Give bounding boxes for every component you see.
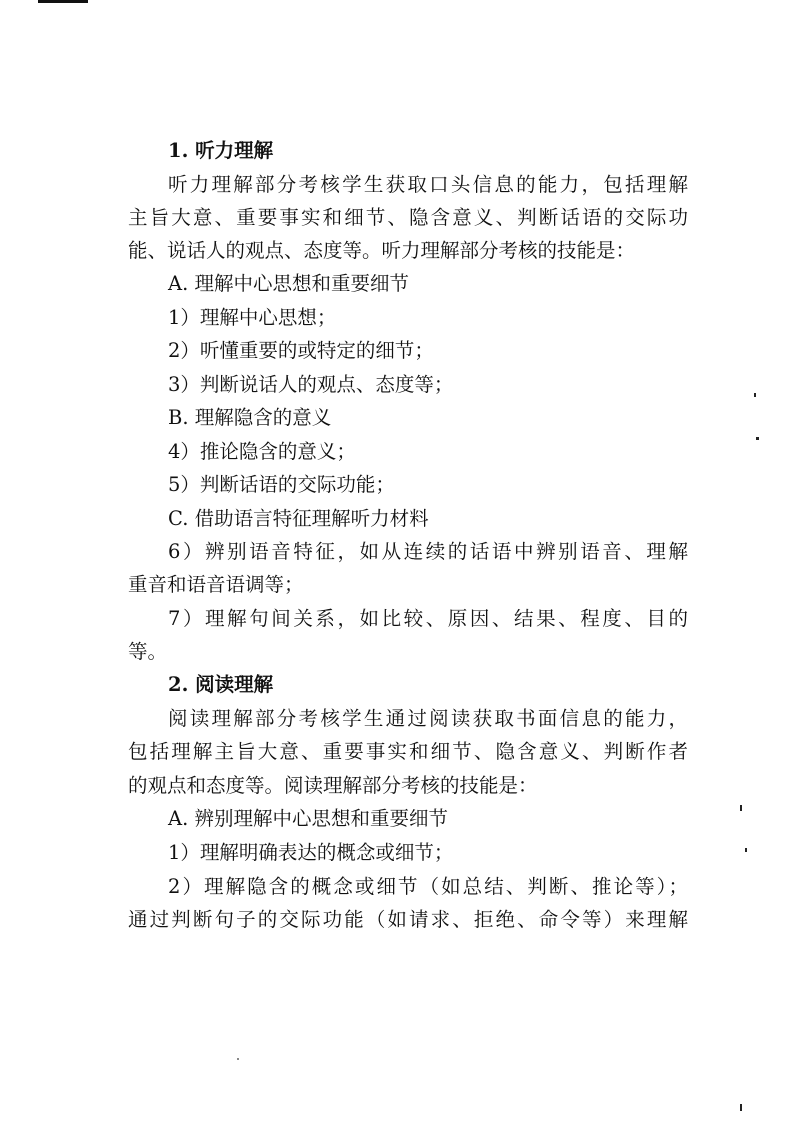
- section-1-list-item: 4）推论隐含的意义；: [168, 440, 356, 463]
- section-1-title: 1. 听力理解: [168, 139, 274, 162]
- section-1-list-item: 2）听懂重要的或特定的细节；: [168, 339, 434, 362]
- scan-speck: [745, 848, 747, 852]
- section-1-list-item: 1）理解中心思想；: [168, 306, 337, 329]
- section-2-list-item: 2）理解隐含的概念或细节（如总结、判断、推论等）；: [168, 875, 688, 898]
- section-1-list-item: 3）判断说话人的观点、态度等；: [168, 373, 454, 396]
- section-2-paragraph-line: 阅读理解部分考核学生通过阅读获取书面信息的能力，: [168, 707, 688, 730]
- section-2-list-item: 1）理解明确表达的概念或细节；: [168, 841, 454, 864]
- section-2-paragraph-line: 包括理解主旨大意、重要事实和细节、隐含意义、判断作者: [128, 740, 688, 763]
- section-2-list-item-continued: 通过判断句子的交际功能（如请求、拒绝、命令等）来理解: [128, 908, 688, 931]
- section-1-paragraph-line: 主旨大意、重要事实和细节、隐含意义、判断话语的交际功: [128, 206, 688, 229]
- section-1-list-item: 5）判断话语的交际功能；: [168, 473, 395, 496]
- scan-speck: [754, 393, 756, 397]
- scan-edge-mark: [38, 0, 88, 3]
- section-1-list-item-continued: 重音和语音语调等；: [128, 573, 304, 596]
- section-1-list-item: 6）辨别语音特征，如从连续的话语中辨别语音、理解: [168, 540, 688, 563]
- section-1-subheading-b: B. 理解隐含的意义: [168, 406, 332, 429]
- scan-speck: [756, 437, 759, 440]
- section-2-title: 2. 阅读理解: [168, 673, 274, 696]
- section-1-list-item: 7）理解句间关系，如比较、原因、结果、程度、目的: [168, 607, 688, 630]
- section-1-list-item-continued: 等。: [128, 640, 168, 663]
- scan-speck: [740, 805, 742, 811]
- section-1-subheading-c: C. 借助语言特征理解听力材料: [168, 507, 429, 530]
- section-1-paragraph-line: 听力理解部分考核学生获取口头信息的能力，包括理解: [168, 173, 688, 196]
- scan-speck: [740, 1104, 742, 1111]
- section-1-paragraph-line: 能、说话人的观点、态度等。听力理解部分考核的技能是：: [128, 239, 636, 262]
- section-2-subheading-a: A. 辨别理解中心思想和重要细节: [168, 807, 448, 830]
- section-1-subheading-a: A. 理解中心思想和重要细节: [168, 272, 409, 295]
- section-2-paragraph-line: 的观点和态度等。阅读理解部分考核的技能是：: [128, 774, 538, 797]
- scan-speck: [237, 1058, 239, 1060]
